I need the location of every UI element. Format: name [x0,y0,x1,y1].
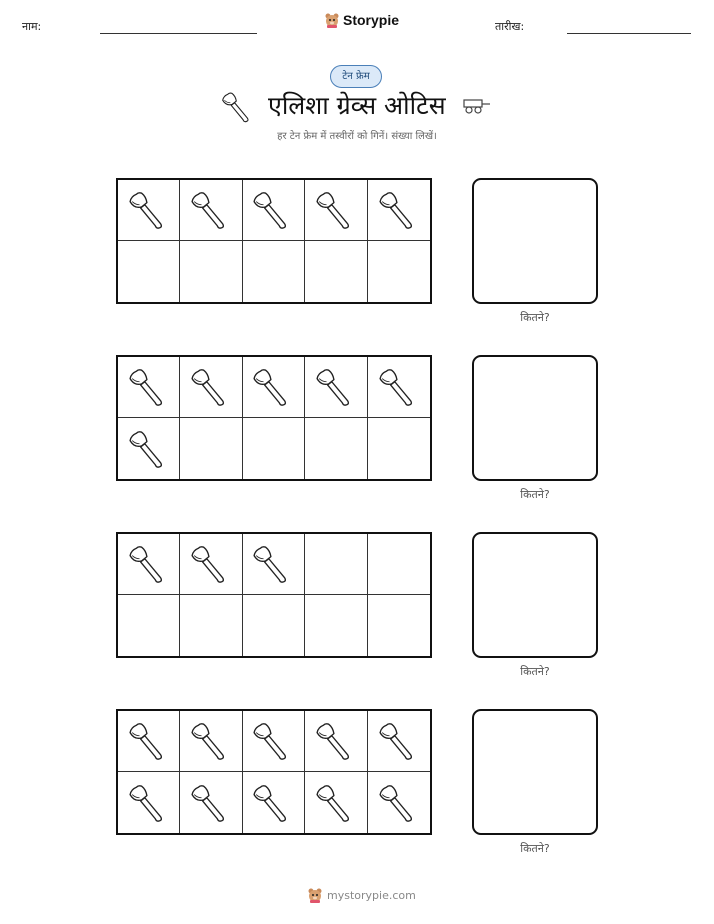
frame-cell [180,180,242,241]
frame-cell [368,357,430,418]
axe-icon [252,189,294,231]
frame-cell [118,241,180,302]
axe-icon [128,782,170,824]
axe-icon [252,782,294,824]
ten-frame-2 [116,355,432,481]
topic-tag: टेन फ्रेम [330,65,382,88]
footer [307,887,416,903]
axe-icon [315,720,357,762]
frame-cell [368,418,430,479]
axe-icon [128,366,170,408]
axe-icon [252,543,294,585]
frame-cell [243,357,305,418]
axe-icon [128,720,170,762]
frame-cell [243,711,305,772]
frame-cell [180,595,242,656]
axe-icon [378,720,420,762]
axe-icon [378,782,420,824]
axe-icon [190,543,232,585]
frame-cell [180,711,242,772]
cart-icon [462,97,492,115]
frame-cell [305,711,367,772]
answer-label-4: कितने? [520,842,550,855]
frame-cell [305,418,367,479]
frame-cell [368,711,430,772]
axe-icon [190,720,232,762]
brand-name: Storypie [343,12,400,28]
axe-icon [128,428,170,470]
frame-cell [368,180,430,241]
frame-cell [243,241,305,302]
answer-label-2: कितने? [520,488,550,501]
frame-cell [118,418,180,479]
frame-cell [180,241,242,302]
bear-mascot-icon [324,12,340,28]
axe-icon [221,90,255,124]
frame-cell [243,595,305,656]
axe-icon [315,189,357,231]
frame-cell [180,772,242,833]
frame-cell [180,534,242,595]
frame-cell [118,711,180,772]
frame-cell [368,241,430,302]
axe-icon [378,189,420,231]
axe-icon [378,366,420,408]
date-label: तारीख: [495,20,525,33]
axe-icon [190,189,232,231]
frame-cell [305,595,367,656]
axe-icon [190,782,232,824]
frame-cell [180,418,242,479]
frame-cell [243,180,305,241]
frame-cell [243,534,305,595]
answer-box-4[interactable] [472,709,598,835]
axe-icon [315,366,357,408]
frame-cell [118,595,180,656]
axe-icon [252,720,294,762]
frame-cell [305,180,367,241]
instructions: हर टेन फ्रेम में तस्वीरों को गिनें। संख्या लिखें। [277,131,437,142]
axe-icon [315,782,357,824]
frame-cell [180,357,242,418]
ten-frame-1 [116,178,432,304]
answer-label-1: कितने? [520,311,550,324]
answer-box-1[interactable] [472,178,598,304]
frame-cell [118,357,180,418]
axe-icon [128,543,170,585]
frame-cell [305,357,367,418]
frame-cell [305,772,367,833]
bear-mascot-icon [307,887,323,903]
frame-cell [305,241,367,302]
footer-site[interactable]: mystorypie.com [327,888,416,902]
axe-icon [190,366,232,408]
frame-cell [243,772,305,833]
frame-cell [368,595,430,656]
ten-frame-3 [116,532,432,658]
page-title: एलिशा ग्रेव्स ओटिस [268,91,446,120]
frame-cell [118,180,180,241]
answer-box-2[interactable] [472,355,598,481]
frame-cell [368,772,430,833]
axe-icon [128,189,170,231]
axe-icon [252,366,294,408]
ten-frame-4 [116,709,432,835]
frame-cell [368,534,430,595]
brand-logo [324,12,399,28]
name-label: नाम: [22,20,42,33]
frame-cell [243,418,305,479]
answer-box-3[interactable] [472,532,598,658]
date-line[interactable] [567,33,691,34]
name-line[interactable] [100,33,257,34]
answer-label-3: कितने? [520,665,550,678]
frame-cell [118,534,180,595]
frame-cell [305,534,367,595]
frame-cell [118,772,180,833]
